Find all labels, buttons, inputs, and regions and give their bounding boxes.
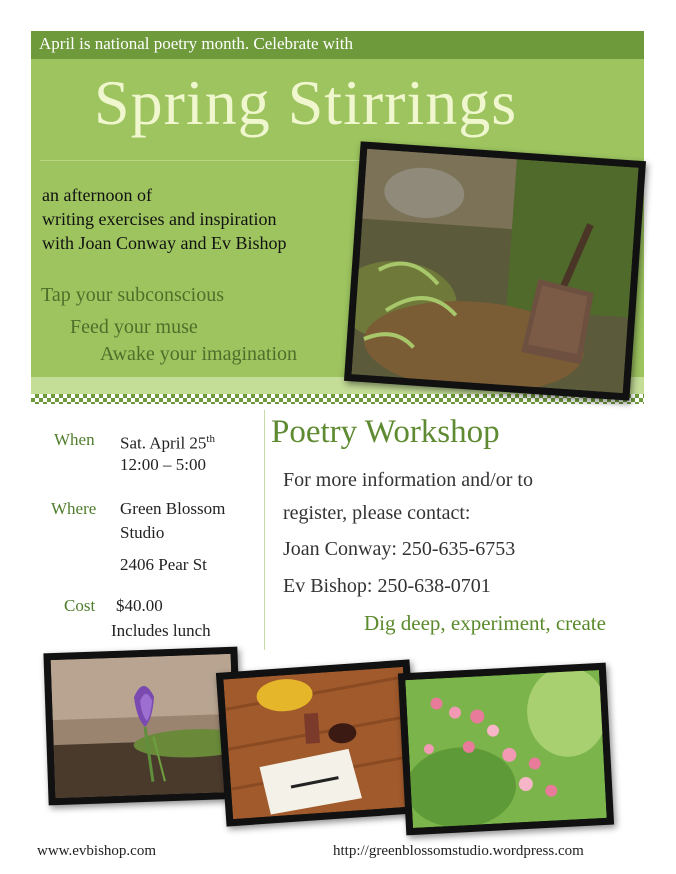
blossom-photo — [398, 663, 614, 836]
column-divider — [264, 410, 265, 650]
when-date-text: Sat. April 25 — [120, 433, 207, 453]
cost-value: $40.00 — [116, 596, 163, 615]
top-banner — [31, 31, 644, 59]
subtitle-line: writing exercises and inspiration — [42, 209, 277, 229]
cost-note: Includes lunch — [111, 621, 211, 640]
notebook-photo — [216, 659, 420, 826]
banner-text: April is national poetry month. Celebrate with — [39, 34, 353, 53]
where-line-1: Green Blossom — [120, 499, 226, 518]
when-label: When — [54, 430, 95, 449]
where-line-2: Studio — [120, 523, 165, 542]
subtitle — [42, 183, 287, 255]
when-date — [120, 427, 215, 456]
cost-label: Cost — [64, 596, 96, 615]
where-label: Where — [51, 499, 97, 518]
motto: Dig deep, experiment, create — [364, 611, 606, 635]
page-title: Spring Stirrings — [94, 67, 518, 138]
where-address: 2406 Pear St — [120, 555, 207, 574]
tagline-2: Feed your muse — [70, 316, 198, 338]
subtitle-line: an afternoon of — [42, 185, 152, 205]
workshop-heading: Poetry Workshop — [271, 414, 500, 450]
crocus-photo — [43, 647, 242, 806]
checker-border — [31, 394, 644, 404]
shovel-photo — [344, 141, 646, 400]
contact-intro-1: For more information and/or to — [283, 469, 533, 491]
tagline-1: Tap your subconscious — [41, 284, 225, 306]
subtitle-line: with Joan Conway and Ev Bishop — [42, 233, 287, 253]
footer-right-url[interactable]: http://greenblossomstudio.wordpress.com — [333, 843, 584, 859]
contact-joan: Joan Conway: 250-635-6753 — [283, 538, 516, 560]
when-date-suffix: th — [206, 433, 215, 445]
contact-ev: Ev Bishop: 250-638-0701 — [283, 575, 491, 597]
tagline-3: Awake your imagination — [100, 343, 298, 365]
contact-intro-2: register, please contact: — [283, 502, 471, 524]
when-time: 12:00 – 5:00 — [120, 455, 206, 474]
footer-left-url[interactable]: www.evbishop.com — [37, 843, 157, 859]
